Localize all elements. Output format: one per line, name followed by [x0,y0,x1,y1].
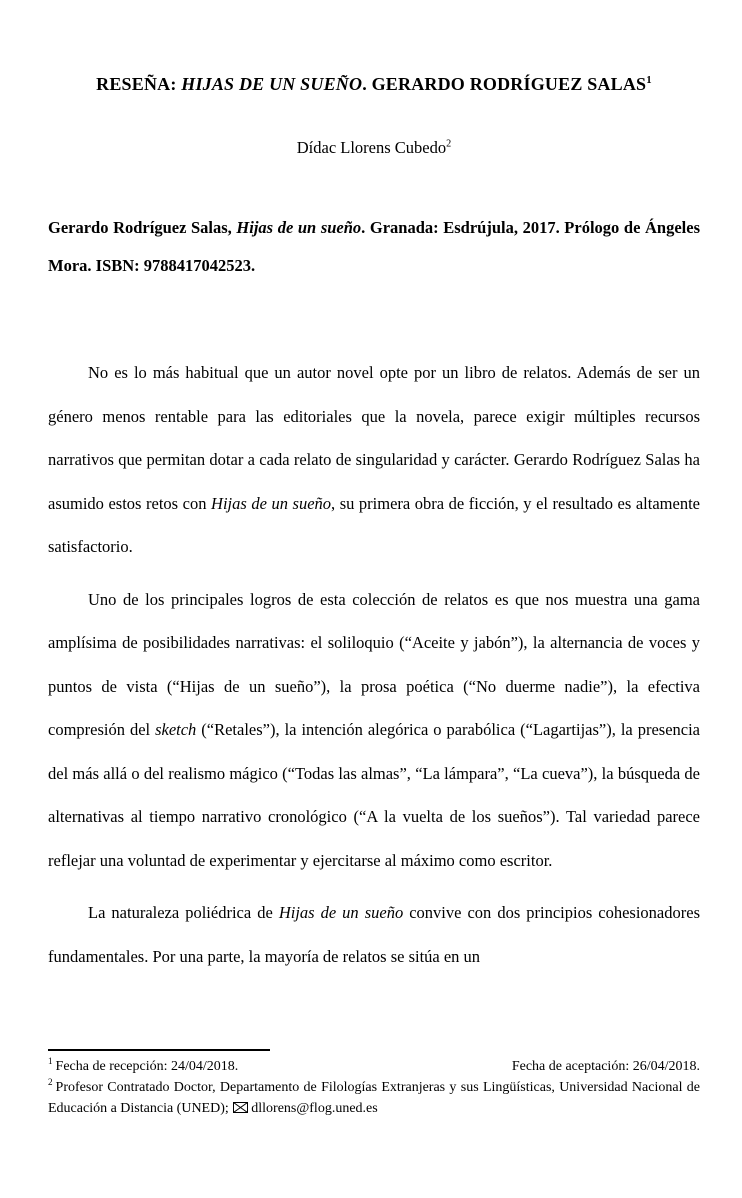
footnote-1 [48,1056,700,1077]
citation-post: . Granada: Esdrújula, 2017. Prólogo de Ángeles Mora. ISBN: 9788417042523. [48,218,700,275]
title-suffix: . GERARDO RODRÍGUEZ SALAS [362,74,647,94]
footnote-1-reception-text: Fecha de recepción: 24/04/2018. [55,1059,239,1074]
footnote-1-reception [48,1056,238,1077]
page-title [48,74,700,95]
title-book-name: HIJAS DE UN SUEÑO [181,74,363,94]
author-name: Dídac Llorens Cubedo [296,138,447,157]
paragraph-1-book-title: Hijas de un sueño [211,493,332,513]
envelope-icon [233,1102,248,1113]
book-citation [48,209,700,285]
footnotes-section [48,1049,700,1119]
paragraph-3 [48,891,700,978]
footnote-2 [48,1077,700,1119]
footnote-1-acceptance-text: Fecha de aceptación: 26/04/2018. [511,1059,700,1074]
footnote-2-marker: 2 [48,1077,53,1088]
title-footnote-ref: 1 [646,74,652,86]
author-line [48,138,700,158]
citation-pre: Gerardo Rodríguez Salas, [48,218,237,237]
paragraph-2-text: Uno de los principales logros de esta colección de relatos es que nos muestra una gama amplísima de posibilidades narrativas: el soliloquio (“Aceite y jabón”), la alternancia de voces y puntos de vista (“Hijas de un sueño”), la prosa poética (“No duerme nadie”), la efectiva compresión del [48,589,700,739]
footnote-2-affiliation-text: Profesor Contratado Doctor, Departamento de Filologías Extranjeras y sus Lingüísticas, Universidad Nacional de Educación a Distancia (UNED); [48,1080,700,1116]
title-prefix: RESEÑA: [96,74,182,94]
paragraph-1-text: No es lo más habitual que un autor novel opte por un libro de relatos. Además de ser un género menos rentable para las editoriales que la novela, parece exigir múltiples recursos narrativos que permitan dotar a cada relato de singularidad y carácter. Gerardo Rodríguez Salas ha asumido estos retos con [48,363,700,513]
paragraph-3-text: La naturaleza poliédrica de [88,903,279,922]
citation-book-title: Hijas de un sueño [236,218,362,237]
paragraph-3-text-end: convive con dos principios cohesionadores fundamentales. Por una parte, la mayoría de relatos se sitúa en un [48,903,700,966]
review-body [48,351,700,987]
paragraph-2-text-end: (“Retales”), la intención alegórica o parabólica (“Lagartijas”), la presencia del más allá o del realismo mágico (“Todas las almas”, “La lámpara”, “La cueva”), la búsqueda de alternativas al tiempo narrativo cronológico (“A la vuelta de los sueños”). Tal variedad parece reflejar una voluntad de experimentar y ejercitarse al máximo como escritor. [48,720,700,870]
paragraph-3-book-title: Hijas de un sueño [278,903,404,922]
footnote-separator [48,1049,270,1051]
email-address: dllorens@flog.uned.es [251,1101,378,1116]
paragraph-1-text-end: , su primera obra de ficción, y el resultado es altamente satisfactorio. [48,493,700,556]
paragraph-2-italic-term: sketch [155,720,197,739]
paragraph-2 [48,578,700,883]
paragraph-1 [48,351,700,569]
author-footnote-ref: 2 [446,138,452,150]
footnote-1-marker: 1 [48,1056,53,1067]
